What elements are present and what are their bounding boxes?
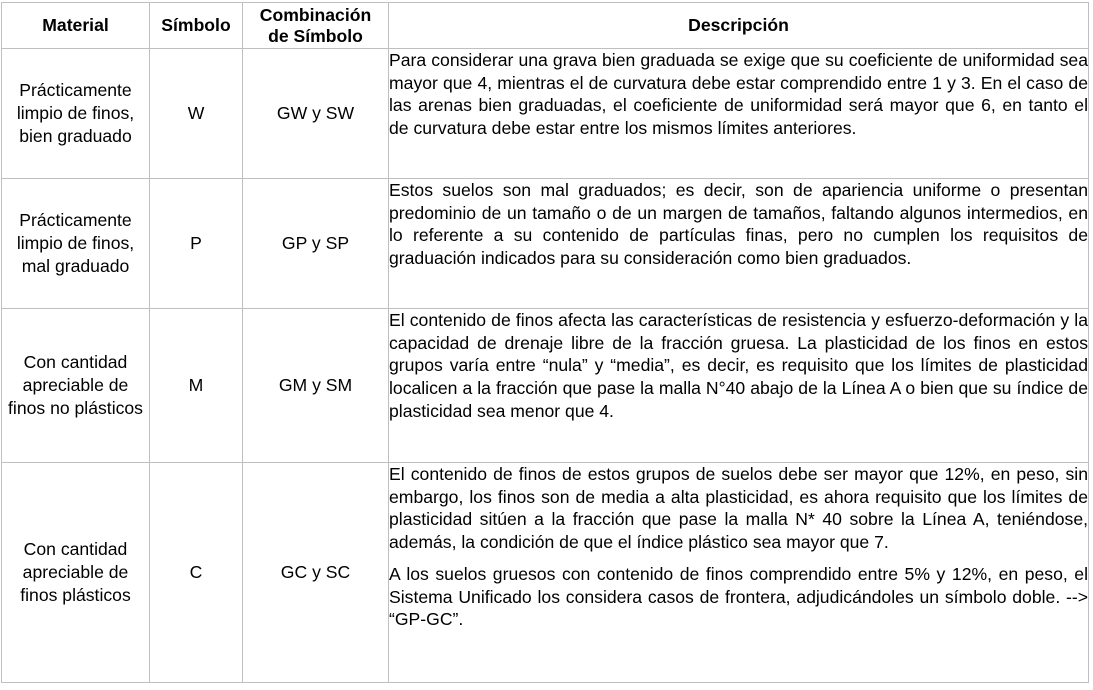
symbol-cell: C (150, 463, 243, 683)
description-paragraph: El contenido de finos afecta las características de resistencia y esfuerzo-deformación y la capacidad de drenaje libre de la fracción gruesa. La plasticidad de los finos en estos grupos varía entre “nula” y “media”, es decir, es requisito que los límites de plasticidad localicen a la fracción que pase la malla N°40 abajo de la Línea A o bien que su índice de plasticidad sea menor que 4. (389, 310, 1088, 421)
table-row (2, 309, 1089, 463)
description-cell (389, 309, 1089, 463)
table-row (2, 179, 1089, 309)
combination-cell: GC y SC (243, 463, 389, 683)
description-cell (389, 179, 1089, 309)
material-cell: Prácticamente limpio de finos, mal graduado (2, 179, 150, 309)
soil-classification-table (1, 2, 1089, 683)
table-row (2, 463, 1089, 683)
description-paragraph: Estos suelos son mal graduados; es decir, son de apariencia uniforme o presentan predominio de un tamaño o de un margen de tamaños, faltando algunos intermedios, en lo referente a su contenido de partículas finas, pero no cumplen los requisitos de graduación indicados para su consideración como bien graduados. (389, 180, 1088, 269)
symbol-cell: W (150, 49, 243, 179)
description-paragraph: Para considerar una grava bien graduada se exige que su coeficiente de uniformidad sea mayor que 4, mientras el de curvatura debe estar comprendido entre 1 y 3. En el caso de las arenas bien graduadas, el coeficiente de uniformidad será mayor que 6, en tanto el de curvatura debe estar entre los mismos límites anteriores. (389, 50, 1088, 139)
description-cell (389, 49, 1089, 179)
header-row (2, 3, 1089, 49)
header-descripcion: Descripción (389, 3, 1089, 49)
description-paragraph: El contenido de finos de estos grupos de suelos debe ser mayor que 12%, en peso, sin embargo, los finos son de media a alta plasticidad, es ahora requisito que los límites de plasticidad sitúen a la fracción que pase la malla N* 40 sobre la Línea A, teniéndose, además, la condición de que el índice plástico sea mayor que 7. (389, 464, 1088, 553)
combination-cell: GP y SP (243, 179, 389, 309)
description-cell (389, 463, 1089, 683)
header-simbolo: Símbolo (150, 3, 243, 49)
header-combinacion: Combinación de Símbolo (243, 3, 389, 49)
symbol-cell: P (150, 179, 243, 309)
table-row (2, 49, 1089, 179)
combination-cell: GM y SM (243, 309, 389, 463)
header-material: Material (2, 3, 150, 49)
combination-cell: GW y SW (243, 49, 389, 179)
material-cell: Con cantidad apreciable de finos plásticos (2, 463, 150, 683)
material-cell: Con cantidad apreciable de finos no plásticos (2, 309, 150, 463)
description-paragraph: A los suelos gruesos con contenido de finos comprendido entre 5% y 12%, en peso, el Sistema Unificado los considera casos de frontera, adjudicándoles un símbolo doble. --> “GP-GC”. (389, 563, 1088, 630)
symbol-cell: M (150, 309, 243, 463)
material-cell: Prácticamente limpio de finos, bien graduado (2, 49, 150, 179)
